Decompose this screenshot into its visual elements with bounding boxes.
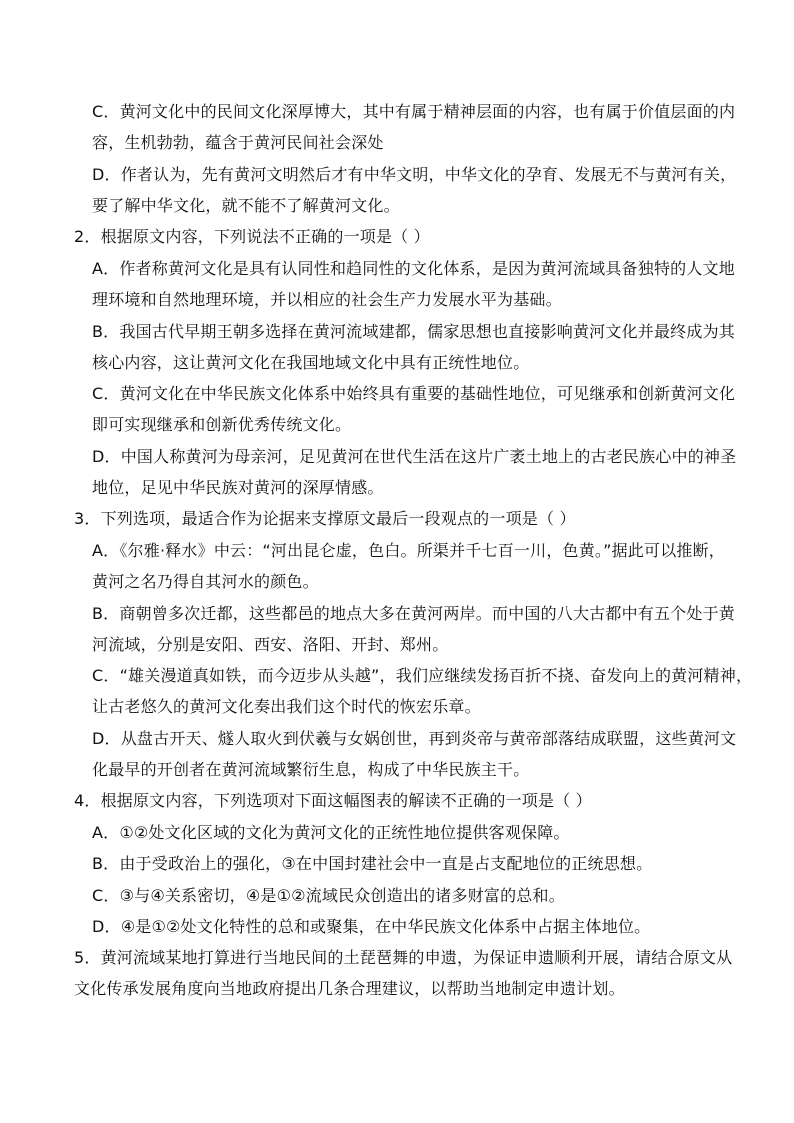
q1-option-d-line2: 要了解中华文化，就不能不了解黄河文化。 xyxy=(92,196,400,215)
q3-option-a-line2: 黄河之名乃得自其河水的颜色。 xyxy=(92,572,319,591)
q4-stem: 4．根据原文内容，下列选项对下面这幅图表的解读不正确的一项是（ ） xyxy=(74,791,592,810)
q2-option-b-line1: B．我国古代早期王朝多选择在黄河流域建都，儒家思想也直接影响黄河文化并最终成为其 xyxy=(92,322,735,341)
q2-option-c-line1: C．黄河文化在中华民族文化体系中始终具有重要的基础性地位，可见继承和创新黄河文化 xyxy=(92,384,736,403)
q3-option-d-line2: 化最早的开创者在黄河流域繁衍生息，构成了中华民族主干。 xyxy=(92,760,530,779)
q3-stem: 3．下列选项，最适合作为论据来支撑原文最后一段观点的一项是（ ） xyxy=(74,509,576,528)
q5-stem-line2: 文化传承发展角度向当地政府提出几条合理建议，以帮助当地制定申遗计划。 xyxy=(74,979,625,998)
q2-option-a-line1: A．作者称黄河文化是具有认同性和趋同性的文化体系，是因为黄河流域具备独特的人文地 xyxy=(92,259,735,278)
q2-stem: 2．根据原文内容，下列说法不正确的一项是（ ） xyxy=(74,227,430,246)
q2-option-a-line2: 理环境和自然地理环境，并以相应的社会生产力发展水平为基础。 xyxy=(92,290,562,309)
q4-option-a: A．①②处文化区域的文化为黄河文化的正统性地位提供客观保障。 xyxy=(92,823,570,842)
q4-option-c: C．③与④关系密切，④是①②流域民众创造出的诸多财富的总和。 xyxy=(92,886,565,905)
q3-option-c-line2: 让古老悠久的黄河文化奏出我们这个时代的恢宏乐章。 xyxy=(92,697,481,716)
q2-option-d-line2: 地位，足见中华民族对黄河的深厚情感。 xyxy=(92,478,384,497)
q2-option-d-line1: D．中国人称黄河为母亲河，足见黄河在世代生活在这片广袤土地上的古老民族心中的神圣 xyxy=(92,447,737,466)
q1-option-c-line1: C．黄河文化中的民间文化深厚博大，其中有属于精神层面的内容，也有属于价值层面的内 xyxy=(92,102,736,121)
q3-option-d-line1: D．从盘古开天、燧人取火到伏羲与女娲创世，再到炎帝与黄帝部落结成联盟，这些黄河文 xyxy=(92,729,737,748)
q4-option-b: B．由于受政治上的强化，③在中国封建社会中一直是占支配地位的正统思想。 xyxy=(92,854,653,873)
q3-option-b-line1: B．商朝曾多次迁都，这些都邑的地点大多在黄河两岸。而中国的八大古都中有五个处于黄 xyxy=(92,604,735,623)
q4-option-d: D．④是①②处文化特性的总和或聚集，在中华民族文化体系中占据主体地位。 xyxy=(92,917,651,936)
q5-stem-line1: 5．黄河流域某地打算进行当地民间的土琵琶舞的申遗，为保证申遗顺利开展，请结合原文从 xyxy=(74,948,733,967)
q3-option-c-line1: C．“雄关漫道真如铁，而今迈步从头越”，我们应继续发扬百折不挠、奋发向上的黄河精神， xyxy=(92,666,753,685)
q3-option-a-line1: A．《尔雅·释水》中云：“河出昆仑虚，色白。所渠并千七百一川，色黄。”据此可以推断， xyxy=(92,541,726,560)
q1-option-d-line1: D．作者认为，先有黄河文明然后才有中华文明，中华文化的孕育、发展无不与黄河有关， xyxy=(92,165,737,184)
q1-option-c-line2: 容，生机勃勃，蕴含于黄河民间社会深处 xyxy=(92,133,384,152)
q3-option-b-line2: 河流域，分别是安阳、西安、洛阳、开封、郑州。 xyxy=(92,635,449,654)
q2-option-c-line2: 即可实现继承和创新优秀传统文化。 xyxy=(92,415,352,434)
q2-option-b-line2: 核心内容，这让黄河文化在我国地域文化中具有正统性地位。 xyxy=(92,353,530,372)
